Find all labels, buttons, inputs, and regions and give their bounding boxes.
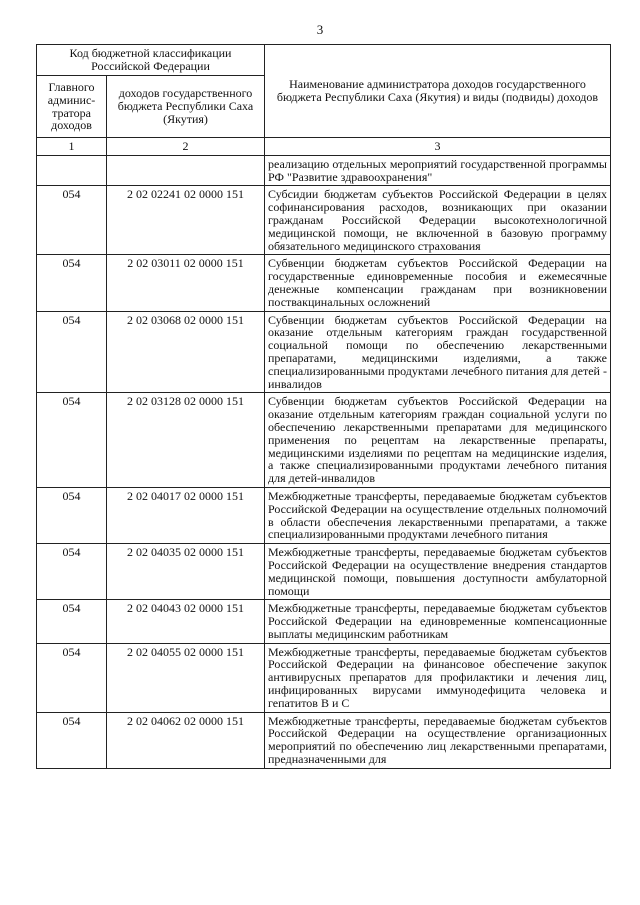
table-row [37, 311, 611, 393]
income-code-cell: 2 02 04062 02 0000 151 [107, 712, 265, 768]
column-number: 3 [265, 138, 611, 156]
table-row [37, 393, 611, 488]
header-administrator-name: Наименование администратора доходов государственного бюджета Республики Саха (Якутия) и виды (подвиды) доходов [265, 45, 611, 138]
income-description-cell [265, 600, 611, 643]
income-description-cell [265, 311, 611, 393]
admin-code-cell: 054 [37, 393, 107, 488]
income-code-cell: 2 02 04017 02 0000 151 [107, 487, 265, 543]
income-description-cell [265, 544, 611, 600]
income-description-cell [265, 393, 611, 488]
income-description: Субвенции бюджетам субъектов Российской Федерации на оказание отдельным категориям граждан государственной социальной помощи по обеспечению лекарственными препаратами, медицинскими изделиями, а также специализированными продуктами лечебного питания для детей - инвалидов [268, 312, 607, 391]
income-description-cell [265, 487, 611, 543]
column-number: 1 [37, 138, 107, 156]
income-description-cell [265, 155, 611, 186]
income-description-cell [265, 643, 611, 712]
income-code-cell: 2 02 04055 02 0000 151 [107, 643, 265, 712]
income-description: Субвенции бюджетам субъектов Российской Федерации на оказание отдельным категориям граждан социальной услуги по обеспечению лекарственными препаратами для медицинского применения по рецептам на лекарственные препараты, медицинскими изделиями по рецептам на медицинские изделия, а также специализированными продуктами лечебного питания для детей-инвалидов [268, 394, 607, 486]
admin-code-cell: 054 [37, 255, 107, 311]
income-description: Межбюджетные трансферты, передаваемые бюджетам субъектов Российской Федерации на осуществление внедрения стандартов медицинской помощи, повышения доступности амбулаторной помощи [268, 545, 607, 598]
income-description: Межбюджетные трансферты, передаваемые бюджетам субъектов Российской Федерации на осуществление отдельных полномочий в области обеспечения лекарственными препаратами, а также специализированными продуктами лечебного питания [268, 488, 607, 542]
income-code-cell [107, 155, 265, 186]
page-number: 3 [316, 22, 324, 37]
admin-code-cell: 054 [37, 487, 107, 543]
table-row [37, 155, 611, 186]
admin-code-cell [37, 155, 107, 186]
admin-code-cell: 054 [37, 600, 107, 643]
income-description: Межбюджетные трансферты, передаваемые бюджетам субъектов Российской Федерации на осуществление организационных мероприятий по обеспечению лиц лекарственными препаратами, предназначенными для [268, 713, 607, 767]
table-row [37, 186, 611, 255]
income-description: Субсидии бюджетам субъектов Российской Федерации в целях софинансирования расходов, возникающих при оказании гражданам Российской Федерации высокотехнологичной медицинской помощи, не включенной в базовую программу обязательного медицинского страхования [268, 187, 607, 253]
header-budget-classification-code: Код бюджетной классификации Российской Федерации [37, 45, 265, 76]
admin-code-cell: 054 [37, 712, 107, 768]
income-code-cell: 2 02 04035 02 0000 151 [107, 544, 265, 600]
admin-code-cell: 054 [37, 643, 107, 712]
income-description: Межбюджетные трансферты, передаваемые бюджетам субъектов Российской Федерации на единовременные компенсационные выплаты медицинским работникам [268, 601, 607, 641]
income-description-cell [265, 712, 611, 768]
income-code-cell: 2 02 04043 02 0000 151 [107, 600, 265, 643]
table-row [37, 487, 611, 543]
income-description: Межбюджетные трансферты, передаваемые бюджетам субъектов Российской Федерации на финансовое обеспечение закупок антивирусных препаратов для профилактики и лечения лиц, инфицированных вирусами иммунодефицита человека и гепатитов В и С [268, 644, 607, 710]
income-description-cell [265, 186, 611, 255]
income-code-cell: 2 02 03068 02 0000 151 [107, 311, 265, 393]
income-code-cell: 2 02 02241 02 0000 151 [107, 186, 265, 255]
admin-code-cell: 054 [37, 544, 107, 600]
column-number: 2 [107, 138, 265, 156]
admin-code-cell: 054 [37, 311, 107, 393]
income-description: Субвенции бюджетам субъектов Российской Федерации на государственные единовременные пособия и ежемесячные денежные компенсации гражданам при возникновении поствакцинальных осложнений [268, 256, 607, 309]
budget-classification-table [36, 44, 611, 769]
table-row [37, 712, 611, 768]
header-income-code: доходов государственного бюджета Республики Саха (Якутия) [107, 76, 265, 138]
income-description: реализацию отдельных мероприятий государственной программы РФ "Развитие здравоохранения" [268, 156, 607, 184]
income-description-cell [265, 255, 611, 311]
income-code-cell: 2 02 03128 02 0000 151 [107, 393, 265, 488]
table-row [37, 600, 611, 643]
table-row [37, 255, 611, 311]
table-row [37, 544, 611, 600]
table-row [37, 643, 611, 712]
column-number-row [37, 138, 611, 156]
admin-code-cell: 054 [37, 186, 107, 255]
income-code-cell: 2 02 03011 02 0000 151 [107, 255, 265, 311]
header-main-administrator: Главного админис- тратора доходов [37, 76, 107, 138]
